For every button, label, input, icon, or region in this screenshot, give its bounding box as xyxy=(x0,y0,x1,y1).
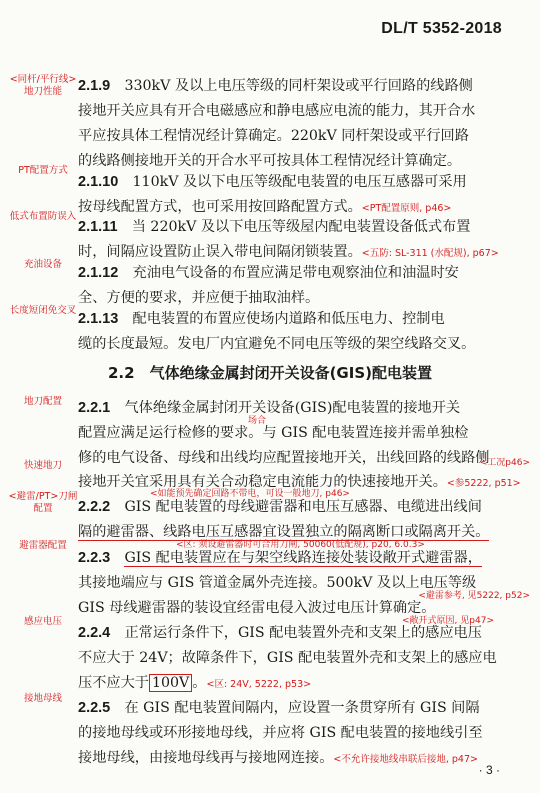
clause-text: 接地开关宜采用具有关合动稳定电流能力的快速接地开关。 xyxy=(78,474,447,490)
clause-number: 2.2.5 xyxy=(78,700,111,716)
clause-2-2-4-line-1 xyxy=(78,623,508,643)
margin-note-grounding-config: 地刀配置 xyxy=(23,396,62,407)
clause-number: 2.2.2 xyxy=(78,499,111,515)
clause-2-1-12-line-2: 全、方便的要求，并应便于抽取油样。 xyxy=(78,290,320,306)
clause-number: 2.2.1 xyxy=(78,400,111,416)
clause-2-1-12-line-1 xyxy=(78,263,508,283)
clause-2-2-4-line-2: 不应大于 24V；故障条件下，GIS 配电装置外壳和支架上的感应电 xyxy=(78,650,497,666)
margin-note-pt-config: PT配置方式 xyxy=(18,165,68,176)
margin-note-short-length: 长度短闭免交叉 xyxy=(9,305,77,316)
annotation-24v: <区: 24V, 5222, p53> xyxy=(206,679,312,690)
clause-2-1-9-line-1 xyxy=(78,76,508,96)
clause-text: 在 GIS 配电装置间隔内，应设置一条贯穿所有 GIS 间隔 xyxy=(124,700,480,716)
clause-text: 配电装置的布置应使场内道路和低压电力、控制电 xyxy=(132,311,445,327)
clause-2-1-13-line-1 xyxy=(78,309,508,329)
clause-2-2-3-line-3: GIS 母线避雷器的装设宜经雷电侵入波过电压计算确定。 xyxy=(78,600,436,616)
clause-2-2-4-line-3 xyxy=(78,673,508,695)
clause-text: 压不应大于 xyxy=(78,675,149,691)
document-code: DL/T 5352-2018 xyxy=(381,20,502,37)
clause-number: 2.2.3 xyxy=(78,550,111,566)
margin-note-arrester-config: 避雷器配置 xyxy=(19,540,67,551)
annotation-shared-switch: <区: 须设避雷器时可合用刀闸, 50060(低配规), p20, 6.0.3> xyxy=(176,540,425,550)
annotation-no-series-grounding: <不允许接地线串联后接地, p47> xyxy=(333,754,478,765)
annotation-general-switch: <如能预先确定回路不带电，可设一般地刀, p46> xyxy=(150,489,350,499)
margin-note-oil-equipment: 充油设备 xyxy=(23,259,62,270)
clause-text: 正常运行条件下，GIS 配电装置外壳和支架上的感应电压 xyxy=(124,625,482,641)
clause-2-2-5-line-3 xyxy=(78,748,508,770)
clause-2-1-11-line-1 xyxy=(78,217,508,237)
clause-2-2-3-line-2: 其接地端应与 GIS 管道金属外壳连接。500kV 及以上电压等级 xyxy=(78,575,477,591)
clause-2-1-9-line-3: 平应按具体工程情况经计算确定。220kV 同杆架设或平行回路 xyxy=(78,128,469,144)
annotation-ref-5222: <参5222, p51> xyxy=(446,478,521,489)
margin-note-grounding-switch: <同杆/平行线>地刀性能 xyxy=(9,74,77,97)
page-number: · 3 · xyxy=(478,763,500,777)
clause-number: 2.1.13 xyxy=(78,311,119,327)
annotation-operating-condition: <工况p46> xyxy=(479,458,530,468)
margin-note-grounding-bus: 接地母线 xyxy=(23,693,62,704)
clause-text: GIS 配电装置的母线避雷器和电压互感器、电缆进出线间 xyxy=(124,499,482,515)
clause-text: GIS 配电装置应在与架空线路连接处装设敞开式避雷器， xyxy=(124,550,482,566)
clause-2-2-2-line-1 xyxy=(78,497,508,517)
annotation-arrester-reference: <避雷参考, 见5222, p52> xyxy=(418,591,530,601)
annotation-pt-config: <PT配置原则, p46> xyxy=(361,203,452,214)
margin-note-low-layout: 低式布置防误入 xyxy=(9,211,77,222)
clause-text: 时，间隔应设置防止误入带电间隔闭锁装置。 xyxy=(78,244,362,260)
clause-number: 2.1.9 xyxy=(78,78,111,94)
clause-text: 按母线配置方式，也可采用按回路配置方式。 xyxy=(78,199,362,215)
clause-2-1-13-line-2: 缆的长度最短。发电厂内宜避免不同电压等级的架空线路交叉。 xyxy=(78,336,476,352)
clause-2-1-9-line-4: 的线路侧接地开关的开合水平可按具体工程情况经计算确定。 xyxy=(78,153,462,169)
clause-text: 充油电气设备的布置应满足带电观察油位和油温时安 xyxy=(132,265,459,281)
margin-note-fast-grounding: 快速地刀 xyxy=(23,460,62,471)
highlighted-value: 100V xyxy=(149,674,192,692)
clause-text: 气体绝缘金属封闭开关设备(GIS)配电装置的接地开关 xyxy=(124,400,461,416)
margin-note-arrester-pt: <避雷/PT>刀闸配置 xyxy=(8,491,78,514)
clause-text: 接地母线，由接地母线再与接地网连接。 xyxy=(78,750,334,766)
clause-2-2-1-line-3: 修的电气设备、母线和出线均应配置接地开关，出线回路的线路侧 xyxy=(78,450,490,466)
clause-2-2-3-line-1 xyxy=(78,548,508,568)
clause-text: 当 220kV 及以下电压等级屋内配电装置设备低式布置 xyxy=(131,219,471,235)
clause-number: 2.2.4 xyxy=(78,625,111,641)
annotation-five-prevention: <五防: SL-311 (水配规), p67> xyxy=(361,248,499,259)
section-title-2-2: 2.2 气体绝缘金属封闭开关设备(GIS)配电装置 xyxy=(108,364,432,382)
clause-text: 隔的避雷器、线路电压互感器宜设置独立的隔离断口或隔离开关。 xyxy=(78,524,490,540)
clause-text: 110kV 及以下电压等级配电装置的电压互感器可采用 xyxy=(132,174,467,190)
annotation-occasion: 场合 xyxy=(248,416,267,426)
clause-text: 330kV 及以上电压等级的同杆架设或平行回路的线路侧 xyxy=(124,78,473,94)
clause-2-1-10-line-2 xyxy=(78,197,508,219)
clause-2-2-5-line-1 xyxy=(78,698,508,718)
clause-2-1-10-line-1 xyxy=(78,172,508,192)
clause-2-2-1-line-1 xyxy=(78,398,508,418)
clause-number: 2.1.11 xyxy=(78,219,118,235)
margin-note-induced-voltage: 感应电压 xyxy=(23,616,62,627)
annotation-open-type-reason: <敞开式原因, 见p47> xyxy=(402,616,494,626)
clause-text: 。 xyxy=(192,675,207,691)
clause-2-1-11-line-2 xyxy=(78,242,508,264)
clause-number: 2.1.10 xyxy=(78,174,119,190)
clause-number: 2.1.12 xyxy=(78,265,119,281)
clause-2-2-5-line-2: 的接地母线或环形接地母线，并应将 GIS 配电装置的接地线引至 xyxy=(78,725,483,741)
clause-2-1-9-line-2: 接地开关应具有开合电磁感应和静电感应电流的能力，其开合水 xyxy=(78,103,476,119)
clause-2-2-1-line-2: 配置应满足运行检修的要求。与 GIS 配电装置连接并需单独检 xyxy=(78,425,469,441)
